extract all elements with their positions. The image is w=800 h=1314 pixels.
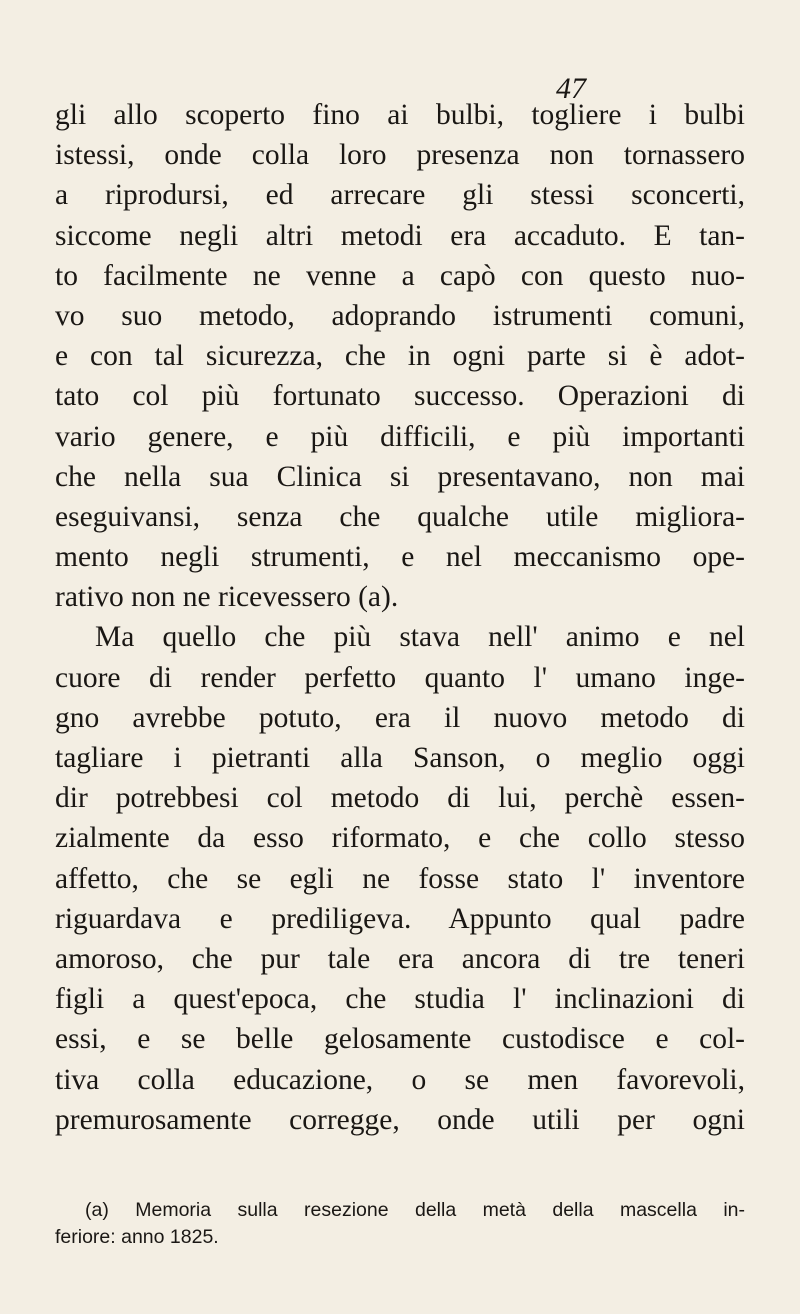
text-line: istessi, onde colla loro presenza non tornassero xyxy=(55,139,745,172)
text-line: gli allo scoperto fino ai bulbi, togliere i bulbi xyxy=(55,99,745,131)
text-line: essi, e se belle gelosamente custodisce e col- xyxy=(55,1023,745,1056)
text-line: tiva colla educazione, o se men favorevoli, xyxy=(55,1063,745,1096)
text-line: siccome negli altri metodi era accaduto. E tan- xyxy=(55,219,745,252)
footnote xyxy=(55,1197,745,1251)
text-line: che nella sua Clinica si presentavano, non mai xyxy=(55,460,745,493)
text-line: cuore di render perfetto quanto l' umano inge- xyxy=(55,661,745,694)
text-line: zialmente da esso riformato, e che collo stesso xyxy=(55,822,745,855)
text-line: vario genere, e più difficili, e più importanti xyxy=(55,420,745,453)
footnote-line: (a) Memoria sulla resezione della metà della mascella in- xyxy=(85,1199,745,1221)
page-number: 47 xyxy=(556,72,586,105)
text-line: figli a quest'epoca, che studia l' inclinazioni di xyxy=(55,983,745,1016)
text-line: tato col più fortunato successo. Operazioni di xyxy=(55,380,745,413)
text-line: dir potrebbesi col metodo di lui, perchè essen- xyxy=(55,782,745,815)
text-line: e con tal sicurezza, che in ogni parte si è adot- xyxy=(55,340,745,373)
text-line: eseguivansi, senza che qualche utile migliora- xyxy=(55,500,745,533)
body-text xyxy=(55,95,745,1140)
text-line: tagliare i pietranti alla Sanson, o meglio oggi xyxy=(55,742,745,774)
text-line: a riprodursi, ed arrecare gli stessi sconcerti, xyxy=(55,179,745,212)
text-line: amoroso, che pur tale era ancora di tre teneri xyxy=(55,942,745,975)
text-line: affetto, che se egli ne fosse stato l' inventore xyxy=(55,862,745,895)
text-line: vo suo metodo, adoprando istrumenti comuni, xyxy=(55,299,745,332)
text-line: premurosamente corregge, onde utili per ogni xyxy=(55,1103,745,1136)
footnote-line: feriore: anno 1825. xyxy=(55,1226,219,1248)
text-line: riguardava e prediligeva. Appunto qual padre xyxy=(55,902,745,935)
text-line: Ma quello che più stava nell' animo e nel xyxy=(95,621,745,654)
text-line: mento negli strumenti, e nel meccanismo ope- xyxy=(55,541,745,574)
text-line: gno avrebbe potuto, era il nuovo metodo di xyxy=(55,701,745,734)
text-line: rativo non ne ricevessero (a). xyxy=(55,581,399,614)
text-line: to facilmente ne venne a capò con questo nuo- xyxy=(55,259,745,292)
